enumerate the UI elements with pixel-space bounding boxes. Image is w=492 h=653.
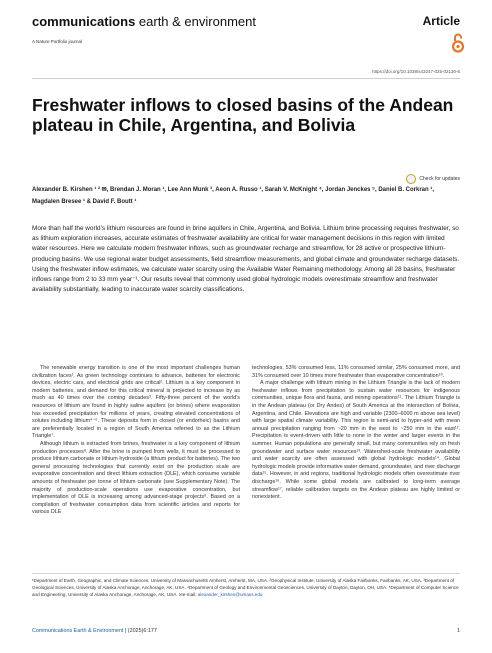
affiliations-footnote: [32, 578, 460, 598]
author-list: Alexander B. Kirshen ¹ ² ✉, Brendan J. Moran ¹, Lee Ann Munk ³, Aeon A. Russo ¹, Sarah V. McKnight ⁴, Jordan Jenckes ⁵, Daniel B. Corkran ¹, Magdalen Bresee ¹ & David F. Boutt ¹: [32, 187, 434, 205]
article-title: Freshwater inflows to closed basins of the Andean plateau in Chile, Argentina, and Bolivia: [32, 95, 454, 135]
journal-name-rest: earth & environment: [135, 14, 256, 29]
footer-citation: | (2025)6:177: [123, 628, 157, 634]
article-type-label: Article: [422, 14, 460, 28]
affiliations-text: ¹Department of Earth, Geographic, and Climate Sciences, University of Massachusetts Amherst, Amherst, MA, USA. ²Geophysical Institute, University of Alaska Fairbanks, Fairbanks, AK, USA. ³Department of Geological Sciences, University of Alaska Anchorage, Anchorage, AK, USA. ⁴Department of Geology and Environmental Geosciences, University of Dayton, Dayton, OH, USA. ⁵Department of Computer Science and Engineering, University of Alaska Anchorage, Anchorage, AK, USA.: [32, 578, 459, 597]
author-email-link[interactable]: alexander_kirshen@umass.edu: [197, 591, 263, 597]
body-paragraph: A major challenge with lithium mining in the Lithium Triangle is the lack of modern freshwater inflows from precipitation to sustain water resources for indigenous communities, unique flora and fauna, and mining operations¹¹. The Lithium Triangle is in the Andean plateau (or Dry Andes) of South America at the intersection of Bolivia, Argentina, and Chile. Elevations are high and variable (2300–6000 m above sea level) with large spatial climate variability. This region is semi-arid to hyper-arid with mean annual precipitation ranging from ~20 mm in the west to ~250 mm in the east¹². Precipitation is event-driven with little to none in the winter and larger events in the summer. Human populations are generally small, but many communities rely on fresh groundwater and surface water resources¹³. Watershed-scale freshwater availability and water scarcity are often assessed with global hydrologic models¹⁴. Global hydrologic models provide informative water demand, groundwater, and river discharge data¹⁵. However, in arid regions, traditional hydrologic models often overestimate river discharge¹⁶. While some global models are calibrated to long-term average streamflow¹⁷, reliable calibration targets on the Andean plateau are highly limited or nonexistent.: [252, 380, 460, 501]
journal-name-bold: communications: [32, 14, 136, 29]
body-column-left: [32, 365, 240, 517]
journal-name[interactable]: [32, 14, 256, 29]
body-paragraph: Although lithium is extracted from brines, freshwater is a key component of lithium production processes⁸. After the brine is pumped from wells, it must be processed to produce lithium carbonate or lithium hydroxide (a lithium product for batteries). The two general processing technologies that currently exist on the production scale are evaporative concentration and direct lithium extraction (DLE), which consume variable amounts of freshwater per tonne of lithium carbonate (see Supplementary Note). The majority of production-scale operations use evaporative concentration, but implementation of DLE is increasing among advanced-stage projects⁹. Based on a compilation of freshwater consumption data from scientific articles and reports for various DLE: [32, 440, 240, 516]
check-updates-icon: [406, 174, 416, 184]
doi-link[interactable]: https://doi.org/10.1038/s43247-025-02130-6: [372, 69, 460, 74]
body-column-right: [252, 365, 460, 502]
check-updates-label: Check for updates: [419, 176, 460, 182]
email-prefix: ✉e-mail:: [178, 591, 198, 597]
page-footer-citation: [32, 628, 157, 634]
page-number: 1: [457, 628, 460, 634]
header-divider: [32, 78, 460, 79]
open-access-icon: [451, 32, 465, 54]
body-paragraph: technologies, 53% consumed less, 11% consumed similar, 25% consumed more, and 31% consumed over 10 times more freshwater than evaporative concentration¹⁰.: [252, 365, 460, 379]
check-for-updates-button[interactable]: [406, 174, 460, 184]
portfolio-label: A Nature Portfolio journal: [32, 39, 83, 44]
footer-journal-link[interactable]: Communications Earth & Environment: [32, 628, 124, 634]
footnote-divider: [32, 573, 460, 574]
abstract: More than half the world’s lithium resources are found in brine aquifers in Chile, Argentina, and Bolivia. Lithium brine processing requires freshwater, so as lithium exploration increases, accurate estimates of freshwater availability are critical for water management decisions in this region with limited water resources. Here we calculate modern freshwater inflows, such as groundwater recharge and streamflow, for 28 active or prospective lithium-producing basins. We use regional water budget assessments, field streamflow measurements, and global climate and groundwater recharge datasets. Using the freshwater inflow estimates, we calculate water scarcity using the Available Water Remaining methodology. Among all 28 basins, freshwater inflows range from 2 to 33 mm year⁻¹. Our results reveal that commonly used global hydrologic models overestimate streamflow and freshwater availability substantially, leading to inaccurate water scarcity classifications.: [32, 225, 460, 294]
body-paragraph: The renewable energy transition is one of the most important challenges human civilization faces¹. As green technology continues to advance, batteries for electronic devices, electric cars, and electrical grids are critical². Lithium is a key component in modern batteries, and demand for this critical mineral is projected to increase by as much as 40 times over the coming decades³. Fifty-three percent of the world’s resources of lithium are found in highly saline aquifers (or brines) where evaporation has exceeded precipitation for millions of years, creating elevated concentrations of solutes including lithium⁴⁻⁶. These deposits form in closed (or endorheic) basins and are preferentially located in a region of South America referred to as the Lithium Triangle⁷.: [32, 365, 240, 440]
